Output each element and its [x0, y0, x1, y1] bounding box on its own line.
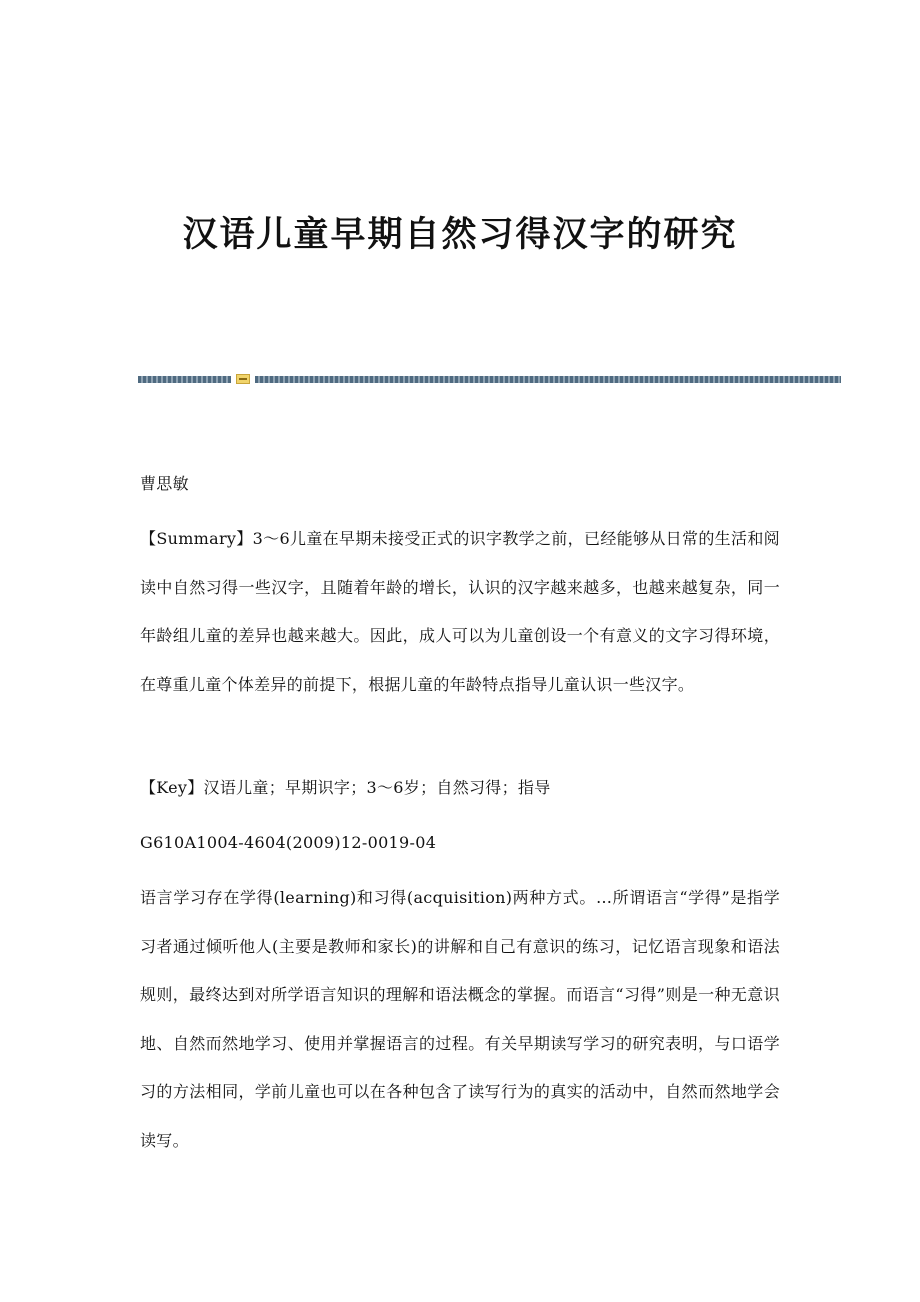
author-name: 曹思敏	[140, 474, 189, 493]
divider-right-segment	[255, 376, 841, 383]
keywords-paragraph	[140, 764, 780, 813]
classification-code: G610A1004-4604(2009)12-0019-04	[140, 833, 437, 852]
summary-paragraph	[140, 515, 780, 709]
keywords-text: 汉语儿童；早期识字；3～6岁；自然习得；指导	[203, 778, 551, 797]
divider-ornament-icon	[236, 374, 250, 384]
body-paragraph: 语言学习存在学得(learning)和习得(acquisition)两种方式。…所谓语言“学得”是指学习者通过倾听他人(主要是教师和家长)的讲解和自己有意识的练习，记忆语言现象和语法规则，最终达到对所学语言知识的理解和语法概念的掌握。而语言“习得”则是一种无意识地、自然而然地学习、使用并掌握语言的过程。有关早期读写学习的研究表明，与口语学习的方法相同，学前儿童也可以在各种包含了读写行为的真实的活动中，自然而然地学会读写。	[140, 888, 780, 1150]
summary-label: 【Summary】	[140, 529, 253, 548]
paper-title: 汉语儿童早期自然习得汉字的研究	[182, 214, 738, 255]
divider-left-segment	[138, 376, 231, 383]
summary-text: 3～6儿童在早期未接受正式的识字教学之前，已经能够从日常的生活和阅读中自然习得一些汉字，且随着年龄的增长，认识的汉字越来越多，也越来越复杂，同一年龄组儿童的差异也越来越大。因此，成人可以为儿童创设一个有意义的文字习得环境，在尊重儿童个体差异的前提下，根据儿童的年龄特点指导儿童认识一些汉字。	[140, 529, 780, 694]
keywords-label: 【Key】	[140, 778, 204, 797]
title-divider	[138, 374, 841, 384]
